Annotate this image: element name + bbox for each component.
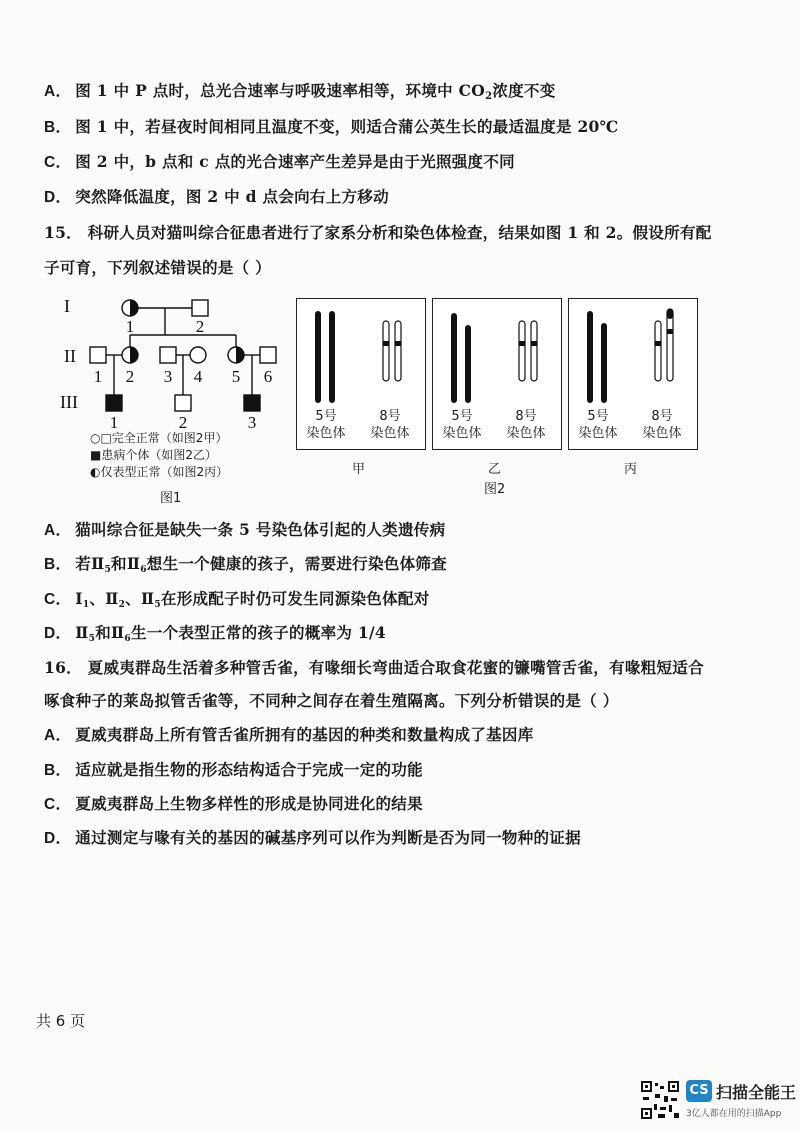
legend-carrier: ◐仅表型正常（如图2丙） — [90, 465, 229, 479]
caption-bing: 丙 — [624, 462, 638, 477]
II1-normal-male — [90, 347, 106, 363]
chr8-a — [655, 321, 661, 381]
svg-text:1: 1 — [109, 413, 119, 432]
chr8-a — [519, 321, 525, 381]
q16-option-c: C． 夏威夷群岛上生物多样性的形成是协同进化的结果 — [44, 794, 423, 813]
chr8-a — [383, 321, 389, 381]
q16-option-d: D． 通过测定与喙有关的基因的碱基序列可以作为判断是否为同一物种的证据 — [44, 828, 581, 847]
chr5-a — [587, 311, 593, 403]
q15-stem-line1: 15． 科研人员对猫叫综合征患者进行了家系分析和染色体检查，结果如图 1 和 2。假设所有配 — [44, 223, 712, 242]
II6-normal-male — [260, 347, 276, 363]
II3-normal-male — [160, 347, 176, 363]
gen-label-2: II — [64, 346, 76, 366]
fig1-caption: 图1 — [160, 491, 182, 506]
chr5-b — [329, 311, 335, 403]
svg-text:3: 3 — [163, 367, 173, 386]
q14-option-a: A． 图 1 中 P 点时，总光合速率与呼吸速率相等，环境中 $CO_2$浓度不变 — [44, 81, 556, 102]
gen-label-1: I — [64, 296, 70, 316]
q15-stem-line2: 子可育，下列叙述错误的是（ ） — [44, 258, 271, 277]
scanner-app-slogan: 3亿人都在用的扫描App — [686, 1109, 782, 1119]
chr5-deleted — [601, 323, 607, 403]
qr-code-icon — [640, 1080, 680, 1120]
caption-jia: 甲 — [352, 462, 366, 477]
q14-option-c: C． 图 2 中，b 点和 c 点的光合速率产生差异是由于光照强度不同 — [44, 152, 515, 171]
svg-text:2: 2 — [178, 413, 188, 432]
I2-normal-male — [192, 300, 208, 316]
scanner-app-name: 扫描全能王 — [716, 1083, 797, 1102]
III1-affected-male — [106, 395, 122, 411]
q15-option-a: A． 猫叫综合征是缺失一条 5 号染色体引起的人类遗传病 — [44, 520, 446, 539]
chr5-a — [451, 313, 457, 403]
svg-text:5: 5 — [231, 367, 241, 386]
chr8-b — [395, 321, 401, 381]
q16-stem-line1: 16． 夏威夷群岛生活着多种管舌雀，有喙细长弯曲适合取食花蜜的镰嘴管舌雀，有喙粗短适合 — [44, 658, 704, 677]
camscanner-logo-icon: CS — [686, 1080, 712, 1102]
legend-affected: ■患病个体（如图2乙） — [90, 448, 217, 462]
chr8-b — [531, 321, 537, 381]
label-chr5-bing: 5号 染色体 — [578, 409, 618, 441]
q14-option-b: B． 图 1 中，若昼夜时间相同且温度不变，则适合蒲公英生长的最适温度是 20℃ — [44, 117, 619, 136]
q14-option-d: D． 突然降低温度，图 2 中 d 点会向右上方移动 — [44, 187, 389, 206]
caption-yi: 乙 — [488, 462, 502, 477]
svg-text:1: 1 — [125, 317, 135, 336]
q15-option-b: B． 若Ⅱ5和Ⅱ6想生一个健康的孩子，需要进行染色体筛查 — [44, 554, 447, 575]
label-chr5-jia: 5号 染色体 — [306, 409, 346, 441]
svg-text:6: 6 — [263, 367, 273, 386]
q16-stem-line2: 啄食种子的莱岛拟管舌雀等，不同种之间存在着生殖隔离。下列分析错误的是（ ） — [44, 691, 619, 710]
label-chr8-jia: 8号 染色体 — [370, 409, 410, 441]
q15-option-d: D． Ⅱ5和Ⅱ6生一个表型正常的孩子的概率为 1/4 — [44, 623, 386, 644]
page-count: 共 6 页 — [36, 1012, 86, 1030]
chr5-deleted — [465, 325, 471, 403]
gen-label-3: III — [60, 392, 78, 412]
legend-normal: ○□完全正常（如图2甲） — [90, 431, 228, 445]
II4-normal-female — [190, 347, 206, 363]
svg-text:1: 1 — [93, 367, 103, 386]
label-chr8-yi: 8号 染色体 — [506, 409, 546, 441]
svg-text:2: 2 — [195, 317, 205, 336]
III2-normal-male — [175, 395, 191, 411]
q16-option-b: B． 适应就是指生物的形态结构适合于完成一定的功能 — [44, 760, 423, 779]
chr8-translocated — [667, 309, 673, 381]
q15-option-c: C． Ⅰ1、Ⅱ2、Ⅱ5在形成配子时仍可发生同源染色体配对 — [44, 589, 430, 610]
svg-text:4: 4 — [193, 367, 203, 386]
chr5-a — [315, 311, 321, 403]
label-chr5-yi: 5号 染色体 — [442, 409, 482, 441]
III3-affected-male — [244, 395, 260, 411]
svg-text:2: 2 — [125, 367, 135, 386]
fig2-caption: 图2 — [484, 482, 506, 497]
svg-text:3: 3 — [247, 413, 257, 432]
q16-option-a: A． 夏威夷群岛上所有管舌雀所拥有的基因的种类和数量构成了基因库 — [44, 725, 534, 744]
label-chr8-bing: 8号 染色体 — [642, 409, 682, 441]
